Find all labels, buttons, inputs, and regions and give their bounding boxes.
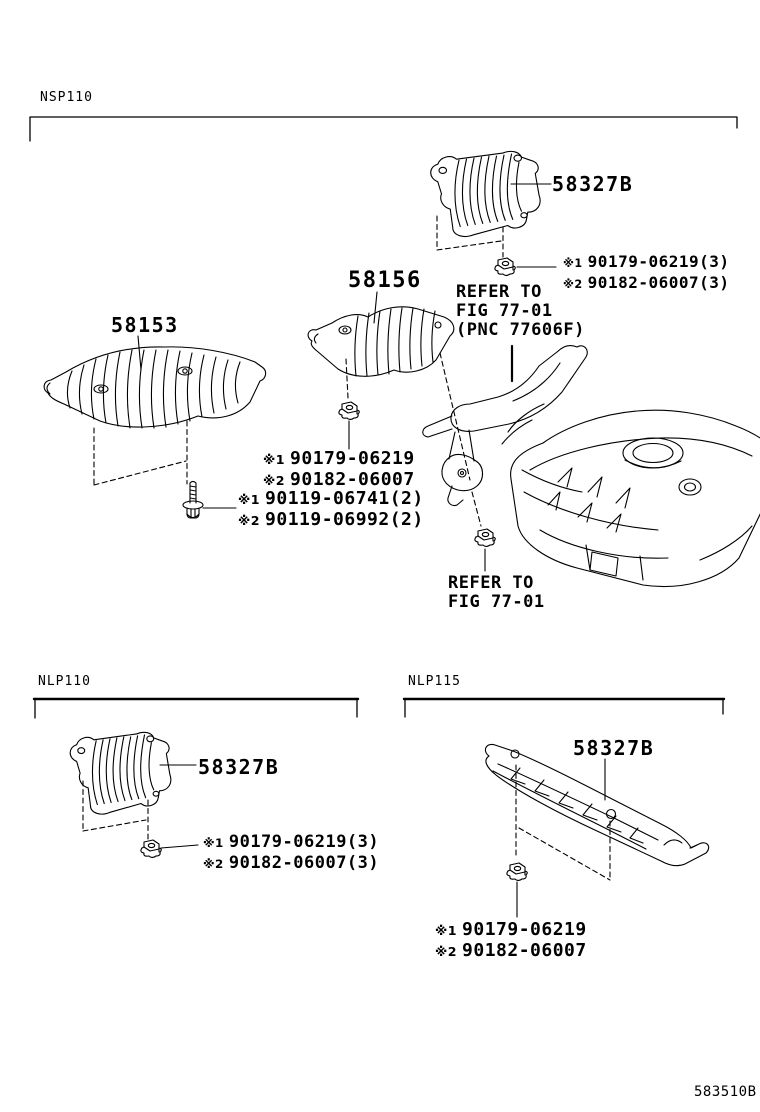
flange-nut-icon (507, 863, 527, 881)
part-number-58327b-nlp115[interactable]: 58327B (573, 736, 655, 760)
refer-note-line: FIG 77-01 (448, 592, 545, 612)
flange-nut-icon (141, 840, 161, 858)
reference-mark-2: ※2 (203, 857, 224, 871)
refer-note-line: (PNC 77606F) (456, 320, 585, 340)
fastener-row (238, 489, 424, 510)
fastener-part-number: 90179-06219 (290, 448, 415, 469)
fastener-part-number: 90119-06741(2) (265, 488, 424, 509)
section-frame-nlp110 (34, 699, 358, 718)
fastener-callout-nlp115-58327b (435, 920, 587, 962)
refer-note (448, 574, 545, 612)
part-number-58327b-nlp110[interactable]: 58327B (198, 755, 280, 779)
part-number-58153[interactable]: 58153 (111, 313, 179, 337)
fastener-part-number: 90182-06007 (462, 940, 587, 961)
refer-note-line: REFER TO (448, 573, 534, 593)
refer-note-line: FIG 77-01 (456, 301, 553, 321)
heat-shield-58327b-nlp110-drawing (70, 732, 171, 814)
fastener-row (563, 252, 730, 273)
heat-shield-58153-drawing (44, 347, 265, 428)
fastener-row (203, 853, 379, 874)
tunnel-brace-drawing (423, 346, 588, 506)
fastener-callout-nlp110-58327b (203, 832, 379, 874)
reference-mark-1: ※1 (238, 492, 261, 507)
refer-note-pnc (456, 283, 585, 340)
reference-mark-2: ※2 (238, 513, 261, 528)
fastener-row (435, 941, 587, 962)
fastener-row (263, 449, 415, 470)
leader-line (138, 336, 141, 370)
fastener-part-number: 90182-06007(3) (228, 853, 380, 873)
section-frame-nlp115 (404, 699, 724, 717)
heat-shield-58156-drawing (308, 307, 454, 376)
fastener-part-number: 90179-06219 (462, 919, 587, 940)
fastener-row (238, 510, 424, 531)
part-number-58327b-nsp110[interactable]: 58327B (552, 172, 634, 196)
fastener-callout-nsp110-58156 (263, 449, 415, 491)
fuel-tank-drawing (502, 404, 760, 587)
fastener-part-number: 90182-06007(3) (587, 273, 730, 292)
heat-shield-58327b-nsp110-drawing (431, 151, 540, 236)
fastener-part-number: 90119-06992(2) (265, 509, 424, 530)
ghost-line (472, 492, 481, 526)
ghost-lines-58327b-nlp115 (516, 765, 610, 880)
figure-code: 583510B (694, 1084, 757, 1100)
fastener-row (435, 920, 587, 941)
section-code-nsp110: NSP110 (40, 90, 93, 105)
fastener-callout-nsp110-58327b (563, 252, 730, 294)
flange-nut-icon (495, 258, 515, 276)
flange-nut-icon (339, 402, 359, 420)
reference-mark-1: ※1 (563, 257, 583, 270)
fastener-part-number: 90182-06007 (290, 469, 415, 490)
section-code-nlp115: NLP115 (408, 674, 461, 689)
reference-mark-1: ※1 (203, 836, 224, 850)
fastener-row (203, 832, 379, 853)
heat-shield-58327b-nlp115-drawing (485, 744, 708, 865)
part-number-58156[interactable]: 58156 (348, 268, 422, 293)
leader-line (161, 845, 198, 848)
reference-mark-1: ※1 (435, 923, 458, 938)
reference-mark-2: ※2 (563, 278, 583, 291)
flange-bolt-icon (183, 482, 203, 519)
fastener-part-number: 90179-06219(3) (587, 252, 730, 271)
leader-line (374, 292, 377, 323)
ghost-lines-58153 (94, 421, 187, 485)
flange-nut-icon (475, 529, 495, 547)
refer-note-line: REFER TO (456, 282, 542, 302)
fastener-row (563, 273, 730, 294)
section-code-nlp110: NLP110 (38, 674, 91, 689)
fastener-part-number: 90179-06219(3) (228, 832, 380, 852)
ghost-lines-58327b-nlp110 (83, 781, 148, 839)
reference-mark-1: ※1 (263, 452, 286, 467)
reference-mark-2: ※2 (263, 473, 286, 488)
section-frame-nsp110 (30, 117, 737, 141)
reference-mark-2: ※2 (435, 944, 458, 959)
fastener-callout-nsp110-58153 (238, 489, 424, 531)
